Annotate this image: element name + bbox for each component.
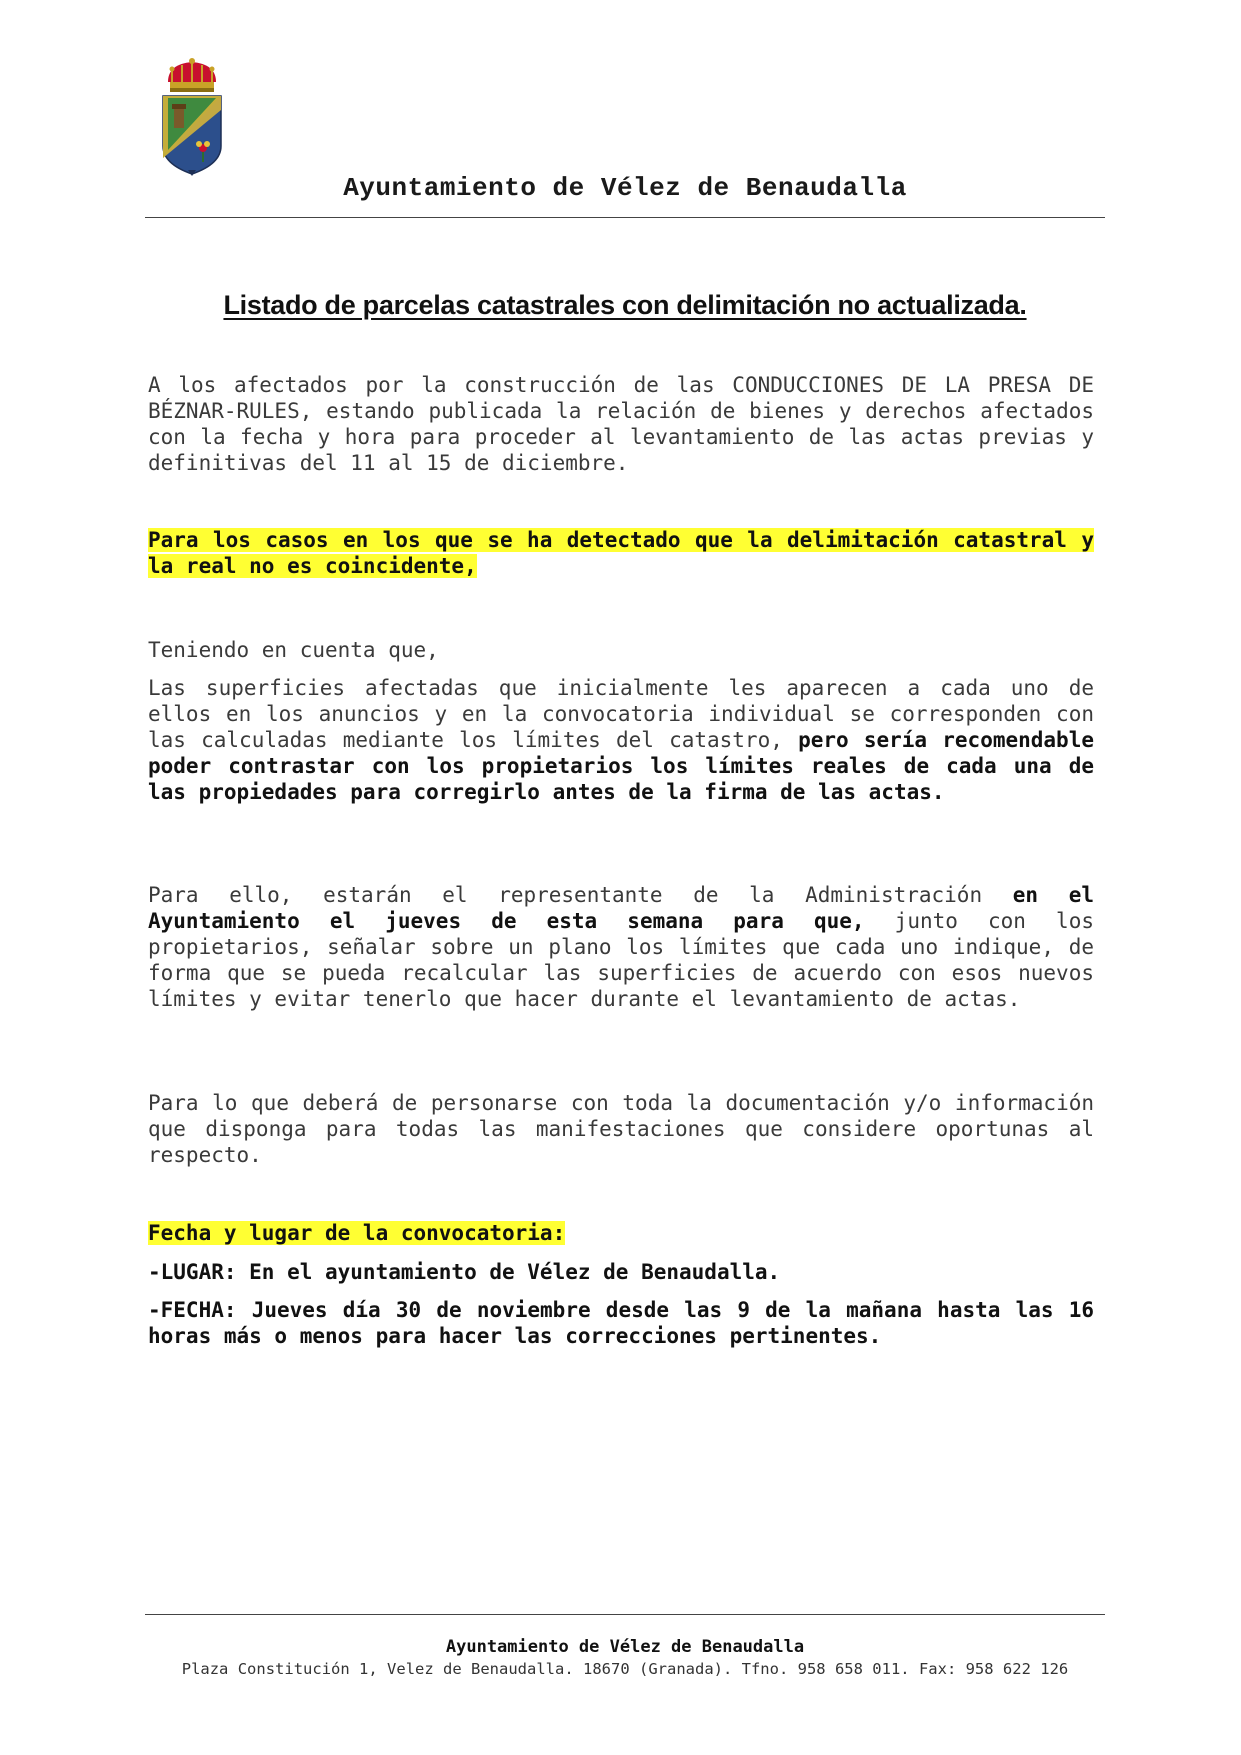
intro-paragraph: A los afectados por la construcción de las CONDUCCIONES DE LA PRESA DE BÉZNAR-RULES, estando publicada la relación de bienes y derechos afectados con la fecha y hora para proceder al levantamiento de las actas previas y definitivas del 11 al 15 de diciembre. <box>148 373 1094 475</box>
surfaces-plain-text: Las superficies afectadas que inicialmente les aparecen a cada uno de ellos en los anuncios y en la convocatoria individual se corresponden con las calculadas mediante los límites del catastro, <box>148 676 1094 752</box>
highlight-cases-paragraph <box>148 527 1094 579</box>
administration-paragraph <box>148 882 1094 1012</box>
surfaces-paragraph <box>148 675 1094 805</box>
documentation-paragraph: Para lo que deberá de personarse con toda la documentación y/o información que disponga para todas las manifestaciones que considere oportunas al respecto. <box>148 1091 1094 1167</box>
header-title: Ayuntamiento de Vélez de Benaudalla <box>343 173 907 203</box>
convocation-heading <box>148 1220 1094 1246</box>
date-text: -FECHA: Jueves día 30 de noviembre desde las 9 de la mañana hasta las 16 horas más o menos para hacer las correcciones pertinentes. <box>148 1298 1094 1348</box>
admin-plain-text-1: Para ello, estarán el representante de la Administración <box>148 883 983 907</box>
admin-bold-text: en el Ayuntamiento el jueves de esta semana para que, <box>148 883 1094 933</box>
convocation-heading-text: Fecha y lugar de la convocatoria: <box>148 1221 566 1245</box>
footer-divider <box>145 1614 1105 1615</box>
admin-plain-text-2: junto con los propietarios, señalar sobre un plano los límites que cada uno indique, de forma que se pueda recalcular las superficies de acuerdo con esos nuevos límites y evitar tenerlo que hacer durante el levantamiento de actas. <box>148 909 1094 1011</box>
date-paragraph <box>148 1297 1094 1349</box>
considering-paragraph: Teniendo en cuenta que, <box>148 638 439 662</box>
highlighted-text: Para los casos en los que se ha detectado que la delimitación catastral y la real no es coincidente, <box>148 528 1094 578</box>
municipal-crest-icon <box>158 58 226 176</box>
document-title: Listado de parcelas catastrales con delimitación no actualizada. <box>223 290 1027 320</box>
footer-name: Ayuntamiento de Vélez de Benaudalla <box>445 1637 805 1657</box>
footer-address: Plaza Constitución 1, Velez de Benaudalla. 18670 (Granada). Tfno. 958 658 011. Fax: 958 622 126 <box>181 1660 1069 1678</box>
surfaces-bold-text: pero sería recomendable poder contrastar con los propietarios los límites reales de cada una de las propiedades para corregirlo antes de la firma de las actas. <box>148 728 1094 804</box>
place-line <box>148 1259 1094 1285</box>
place-text: -LUGAR: En el ayuntamiento de Vélez de Benaudalla. <box>148 1260 781 1284</box>
header-divider <box>145 217 1105 218</box>
